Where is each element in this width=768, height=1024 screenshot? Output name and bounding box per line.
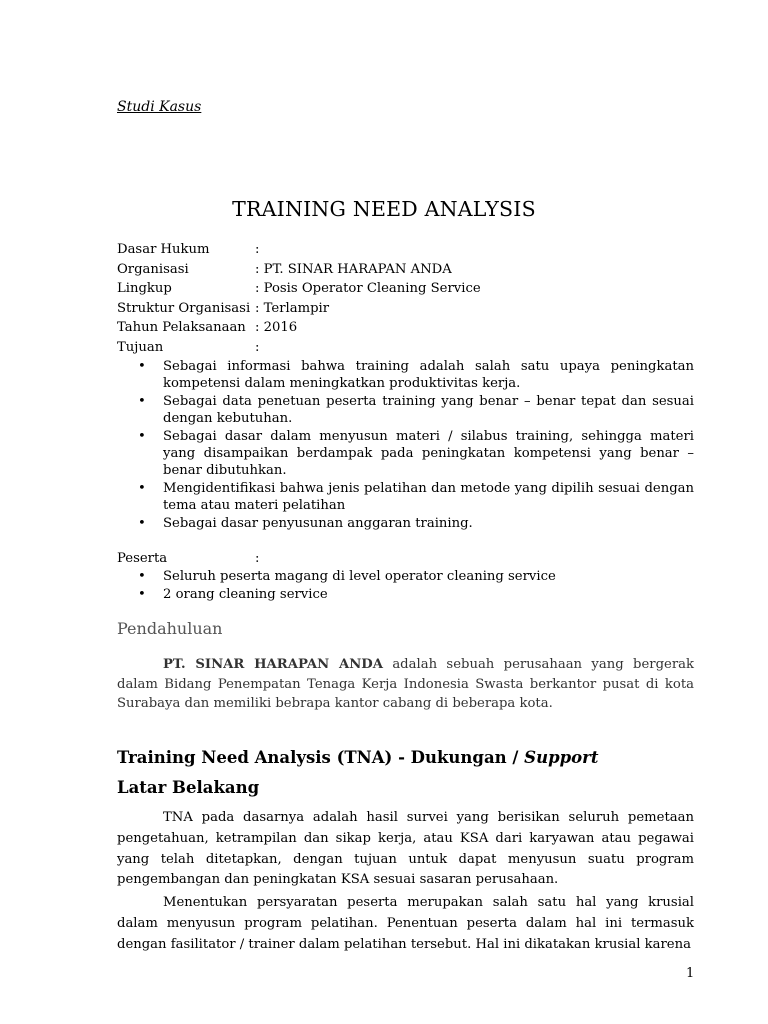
latar-belakang-heading: Latar Belakang [117, 778, 260, 797]
meta-row-dasar-hukum [117, 240, 481, 260]
peserta-list [117, 568, 556, 603]
meta-row-struktur [117, 299, 481, 319]
meta-value: : [255, 242, 260, 257]
meta-value: : 2016 [255, 320, 298, 336]
meta-label: Struktur Organisasi [117, 300, 251, 316]
peserta-value: : [255, 551, 260, 566]
page-number: 1 [686, 966, 695, 981]
peserta-label: Peserta [117, 551, 168, 566]
peserta-row [117, 549, 556, 568]
meta-value: : PT. SINAR HARAPAN ANDA [255, 261, 452, 277]
meta-label: Tujuan [117, 339, 164, 355]
meta-value: : [255, 339, 260, 355]
meta-row-tujuan [117, 338, 481, 358]
meta-value: : Posis Operator Cleaning Service [255, 281, 481, 297]
bullet-icon: • [138, 569, 146, 584]
bullet-icon: • [138, 394, 146, 409]
bullet-icon: • [138, 586, 146, 602]
list-item: • Sebagai dasar penyusunan anggaran training. [138, 516, 473, 532]
studi-kasus-label: Studi Kasus [117, 99, 202, 115]
list-item: • Sebagai data penetuan peserta training yang benar – benar tepat dan sesuai dengan kebutuhan. [138, 394, 694, 427]
meta-row-lingkup [117, 279, 481, 299]
list-item: • 2 orang cleaning service [138, 586, 328, 602]
meta-label: Dasar Hukum [117, 242, 210, 257]
meta-row-organisasi [117, 260, 481, 280]
list-item: • Sebagai informasi bahwa training adalah salah satu upaya peningkatan kompetensi dalam meningkatkan produktivitas kerja. [138, 359, 694, 392]
latar-paragraph-2: Menentukan persyaratan peserta merupakan salah satu hal yang krusial dalam menyusun program pelatihan. Penentuan peserta dalam hal ini termasuk dengan fasilitator / trainer dalam pelatihan tersebut. Hal ini dikatakan krusial karena [117, 895, 694, 952]
meta-label: Organisasi [117, 261, 189, 277]
tujuan-list [117, 358, 694, 533]
bullet-icon: • [138, 516, 146, 532]
list-item: • Seluruh peserta magang di level operator cleaning service [138, 569, 556, 584]
meta-value: : Terlampir [255, 300, 330, 316]
meta-label: Tahun Pelaksanaan [117, 320, 246, 336]
pendahuluan-paragraph: PT. SINAR HARAPAN ANDA adalah sebuah perusahaan yang bergerak dalam Bidang Penempatan Tenaga Kerja Indonesia Swasta berkantor pusat di kota Surabaya dan memiliki bebrapa kantor cabang di beberapa kota. [117, 657, 694, 711]
bullet-icon: • [138, 429, 146, 444]
pendahuluan-heading: Pendahuluan [117, 619, 223, 638]
tna-heading: Training Need Analysis (TNA) - Dukungan / Support [117, 748, 599, 767]
bullet-icon: • [138, 481, 146, 497]
meta-label: Lingkup [117, 281, 172, 297]
document-title: TRAINING NEED ANALYSIS [232, 197, 536, 221]
latar-paragraph-1: TNA pada dasarnya adalah hasil survei yang berisikan seluruh pemetaan pengetahuan, ketrampilan dan sikap kerja, atau KSA dari karyawan atau pegawai yang telah ditetapkan, dengan tujuan untuk dapat menyusun suatu program pengembangan dan peningkatan KSA sesuai sasaran perusahaan. [117, 810, 694, 888]
list-item: • Mengidentifikasi bahwa jenis pelatihan dan metode yang dipilih sesuai dengan tema atau materi pelatihan [138, 481, 694, 514]
list-item: • Sebagai dasar dalam menyusun materi / silabus training, sehingga materi yang disampaikan berdampak pada peningkatan kompetensi yang benar – benar dibutuhkan. [138, 429, 694, 479]
meta-table [117, 240, 481, 358]
peserta-section [117, 549, 556, 603]
bullet-icon: • [138, 359, 146, 374]
company-name: PT. SINAR HARAPAN ANDA [163, 657, 383, 672]
meta-row-tahun [117, 318, 481, 338]
